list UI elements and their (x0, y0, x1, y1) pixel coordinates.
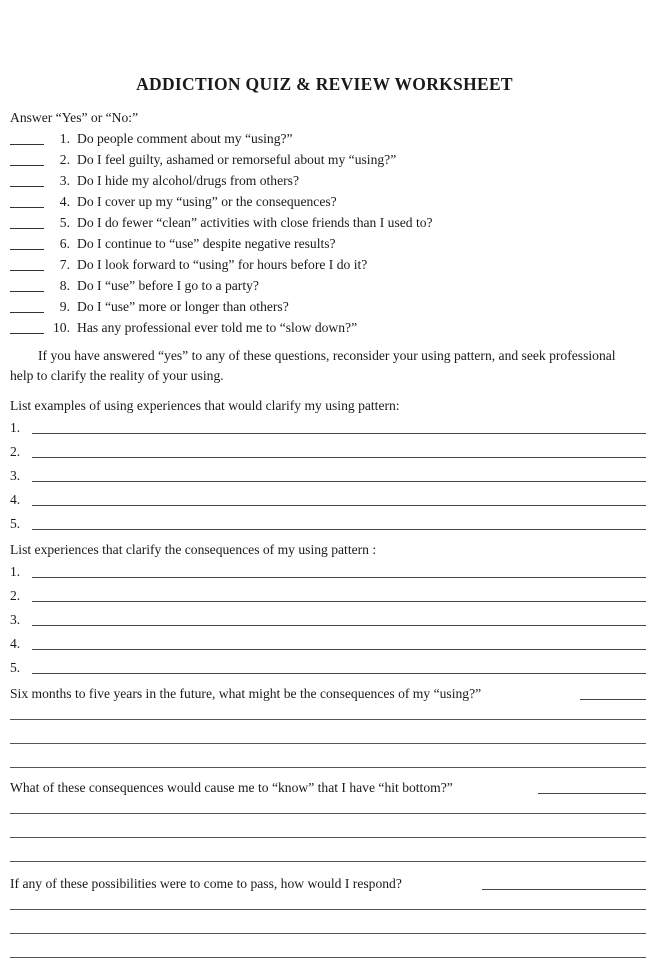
prompt-text: If any of these possibilities were to come to pass, how would I respond? (10, 876, 402, 891)
question-number: 3. (59, 173, 70, 188)
item-number: 4. (10, 492, 21, 507)
write-line[interactable] (10, 861, 646, 862)
future-consequences-prompt (10, 686, 646, 704)
list-item (10, 636, 646, 654)
write-line[interactable] (32, 481, 646, 482)
question-number: 8. (59, 278, 70, 293)
list-item (10, 588, 646, 606)
list-item (10, 492, 646, 510)
question-number: 1. (59, 131, 70, 146)
worksheet-title: ADDICTION QUIZ & REVIEW WORKSHEET (136, 74, 513, 94)
write-line[interactable] (32, 625, 646, 626)
item-number: 2. (10, 588, 21, 603)
write-line[interactable] (10, 909, 646, 910)
question-number: 2. (59, 152, 70, 167)
question-text: Do people comment about my “using?” (77, 131, 293, 146)
write-line[interactable] (538, 793, 646, 794)
section1-heading: List examples of using experiences that would clarify my using pattern: (10, 398, 400, 413)
question-text: Do I look forward to “using” for hours before I do it? (77, 257, 368, 272)
question-number: 9. (59, 299, 70, 314)
item-number: 1. (10, 564, 21, 579)
write-line[interactable] (32, 529, 646, 530)
list-item (10, 612, 646, 630)
section2-heading: List experiences that clarify the consequences of my using pattern : (10, 542, 377, 557)
write-line[interactable] (482, 889, 646, 890)
question-text: Do I feel guilty, ashamed or remorseful about my “using?” (77, 152, 397, 167)
list-item (10, 444, 646, 462)
question-text: Do I “use” before I go to a party? (77, 278, 259, 293)
list-item (10, 468, 646, 486)
question-text: Has any professional ever told me to “slow down?” (77, 320, 358, 335)
answer-instruction: Answer “Yes” or “No:” (10, 110, 139, 125)
question-number: 7. (59, 257, 70, 272)
write-line[interactable] (32, 577, 646, 578)
item-number: 1. (10, 420, 21, 435)
write-line[interactable] (32, 649, 646, 650)
write-line[interactable] (580, 699, 646, 700)
item-number: 2. (10, 444, 21, 459)
question-number: 5. (59, 215, 70, 230)
prompt-text: What of these consequences would cause me to “know” that I have “hit bottom?” (10, 780, 453, 795)
write-line[interactable] (32, 433, 646, 434)
question-text: Do I “use” more or longer than others? (77, 299, 289, 314)
list-item (10, 660, 646, 678)
write-line[interactable] (32, 457, 646, 458)
item-number: 3. (10, 468, 21, 483)
question-text: Do I continue to “use” despite negative results? (77, 236, 336, 251)
write-line[interactable] (10, 743, 646, 744)
list-item (10, 420, 646, 438)
question-text: Do I hide my alcohol/drugs from others? (77, 173, 299, 188)
write-line[interactable] (10, 767, 646, 768)
item-number: 5. (10, 516, 21, 531)
prompt-text: Six months to five years in the future, what might be the consequences of my “using?” (10, 686, 482, 701)
item-number: 3. (10, 612, 21, 627)
write-line[interactable] (32, 505, 646, 506)
item-number: 4. (10, 636, 21, 651)
question-number: 4. (59, 194, 70, 209)
hit-bottom-prompt (10, 780, 646, 798)
list-item (10, 516, 646, 534)
question-text: Do I cover up my “using” or the consequences? (77, 194, 337, 209)
item-number: 5. (10, 660, 21, 675)
question-text: Do I do fewer “clean” activities with close friends than I used to? (77, 215, 433, 230)
advice-text: If you have answered “yes” to any of these questions, reconsider your using pattern, and seek professional help to clarify the reality of your using. (10, 348, 616, 383)
write-line[interactable] (10, 933, 646, 934)
question-number: 6. (59, 236, 70, 251)
response-prompt (10, 876, 646, 894)
write-line[interactable] (10, 719, 646, 720)
advice-paragraph (10, 346, 642, 386)
write-line[interactable] (10, 957, 646, 958)
write-line[interactable] (10, 813, 646, 814)
write-line[interactable] (32, 673, 646, 674)
list-item (10, 564, 646, 582)
write-line[interactable] (32, 601, 646, 602)
question-number: 10. (53, 320, 70, 335)
write-line[interactable] (10, 837, 646, 838)
